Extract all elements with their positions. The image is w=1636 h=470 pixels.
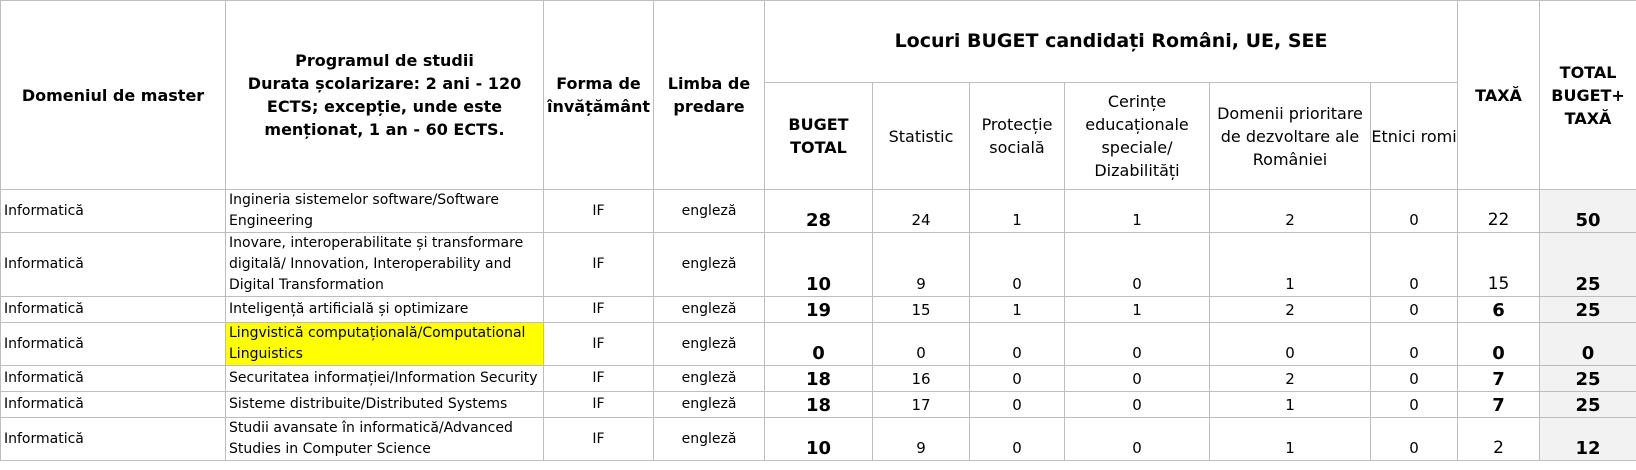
cell-domeniu: Informatică: [1, 323, 226, 366]
cell-cerinte: 0: [1065, 392, 1210, 418]
cell-cerinte: 0: [1065, 366, 1210, 392]
header-protectie: Protecție socială: [970, 83, 1065, 190]
cell-etnici: 0: [1371, 190, 1458, 233]
cell-program: Studii avansate în informatică/Advanced Studies in Computer Science: [226, 418, 544, 461]
cell-buget-total: 28: [765, 190, 873, 233]
header-limba: Limba de predare: [654, 1, 765, 190]
cell-forma: IF: [544, 190, 654, 233]
cell-forma: IF: [544, 323, 654, 366]
header-etnici: Etnici romi: [1371, 83, 1458, 190]
table-row: [1, 366, 1636, 392]
cell-limba: engleză: [654, 323, 765, 366]
header-buget-total: BUGET TOTAL: [765, 83, 873, 190]
table-row: [1, 190, 1636, 233]
cell-total: 50: [1540, 190, 1636, 233]
cell-statistic: 9: [873, 233, 970, 297]
cell-cerinte: 0: [1065, 233, 1210, 297]
cell-etnici: 0: [1371, 366, 1458, 392]
table-row: [1, 392, 1636, 418]
cell-total: 12: [1540, 418, 1636, 461]
cell-protectie: 0: [970, 323, 1065, 366]
cell-total: 25: [1540, 297, 1636, 323]
cell-taxa: 2: [1458, 418, 1540, 461]
cell-prioritare: 1: [1210, 392, 1371, 418]
cell-domeniu: Informatică: [1, 418, 226, 461]
header-program: [226, 1, 544, 190]
header-program-title: Programul de studii: [295, 51, 474, 70]
cell-program: Inovare, interoperabilitate și transformare digitală/ Innovation, Interoperability and Digital Transformation: [226, 233, 544, 297]
cell-etnici: 0: [1371, 233, 1458, 297]
cell-program: Inteligență artificială și optimizare: [226, 297, 544, 323]
cell-domeniu: Informatică: [1, 366, 226, 392]
cell-taxa: 22: [1458, 190, 1540, 233]
cell-limba: engleză: [654, 190, 765, 233]
header-taxa: TAXĂ: [1458, 1, 1540, 190]
cell-statistic: 17: [873, 392, 970, 418]
cell-total: 25: [1540, 233, 1636, 297]
cell-limba: engleză: [654, 392, 765, 418]
cell-protectie: 0: [970, 233, 1065, 297]
cell-taxa: 7: [1458, 366, 1540, 392]
cell-statistic: 24: [873, 190, 970, 233]
header-forma: Forma de învățământ: [544, 1, 654, 190]
cell-etnici: 0: [1371, 323, 1458, 366]
header-cerinte: Cerințe educaționale speciale/ Dizabilități: [1065, 83, 1210, 190]
cell-cerinte: 0: [1065, 323, 1210, 366]
header-domeniu: Domeniul de master: [1, 1, 226, 190]
cell-domeniu: Informatică: [1, 297, 226, 323]
cell-limba: engleză: [654, 297, 765, 323]
cell-prioritare: 0: [1210, 323, 1371, 366]
cell-protectie: 0: [970, 392, 1065, 418]
table-row: [1, 323, 1636, 366]
cell-statistic: 0: [873, 323, 970, 366]
cell-total: 0: [1540, 323, 1636, 366]
header-domenii-prioritare: Domenii prioritare de dezvoltare ale României: [1210, 83, 1371, 190]
cell-limba: engleză: [654, 366, 765, 392]
cell-program: Securitatea informației/Information Security: [226, 366, 544, 392]
header-statistic: Statistic: [873, 83, 970, 190]
cell-statistic: 15: [873, 297, 970, 323]
cell-taxa: 15: [1458, 233, 1540, 297]
cell-domeniu: Informatică: [1, 392, 226, 418]
table-row: [1, 297, 1636, 323]
cell-total: 25: [1540, 366, 1636, 392]
cell-protectie: 0: [970, 366, 1065, 392]
cell-forma: IF: [544, 233, 654, 297]
table-row: [1, 418, 1636, 461]
cell-etnici: 0: [1371, 392, 1458, 418]
cell-cerinte: 0: [1065, 418, 1210, 461]
header-total: TOTAL BUGET+ TAXĂ: [1540, 1, 1636, 190]
cell-buget-total: 19: [765, 297, 873, 323]
cell-limba: engleză: [654, 233, 765, 297]
cell-taxa: 7: [1458, 392, 1540, 418]
cell-forma: IF: [544, 418, 654, 461]
cell-prioritare: 1: [1210, 233, 1371, 297]
cell-total: 25: [1540, 392, 1636, 418]
cell-statistic: 16: [873, 366, 970, 392]
cell-forma: IF: [544, 366, 654, 392]
cell-prioritare: 2: [1210, 190, 1371, 233]
cell-program: Sisteme distribuite/Distributed Systems: [226, 392, 544, 418]
cell-program: Ingineria sistemelor software/Software Engineering: [226, 190, 544, 233]
cell-cerinte: 1: [1065, 190, 1210, 233]
cell-statistic: 9: [873, 418, 970, 461]
header-program-duration: Durata școlarizare: 2 ani - 120 ECTS; excepție, unde este menționat, 1 an - 60 ECTS.: [247, 74, 522, 139]
cell-cerinte: 1: [1065, 297, 1210, 323]
cell-prioritare: 2: [1210, 366, 1371, 392]
cell-taxa: 0: [1458, 323, 1540, 366]
cell-program-highlighted: Lingvistică computațională/Computational Linguistics: [226, 323, 544, 366]
cell-buget-total: 10: [765, 233, 873, 297]
cell-domeniu: Informatică: [1, 190, 226, 233]
cell-limba: engleză: [654, 418, 765, 461]
cell-prioritare: 1: [1210, 418, 1371, 461]
cell-buget-total: 18: [765, 392, 873, 418]
cell-etnici: 0: [1371, 297, 1458, 323]
cell-buget-total: 0: [765, 323, 873, 366]
cell-domeniu: Informatică: [1, 233, 226, 297]
cell-buget-total: 10: [765, 418, 873, 461]
header-buget-group: Locuri BUGET candidați Români, UE, SEE: [765, 1, 1458, 83]
cell-protectie: 1: [970, 190, 1065, 233]
cell-forma: IF: [544, 297, 654, 323]
cell-prioritare: 2: [1210, 297, 1371, 323]
cell-buget-total: 18: [765, 366, 873, 392]
table-row: [1, 233, 1636, 297]
cell-forma: IF: [544, 392, 654, 418]
cell-taxa: 6: [1458, 297, 1540, 323]
cell-protectie: 1: [970, 297, 1065, 323]
cell-etnici: 0: [1371, 418, 1458, 461]
cell-protectie: 0: [970, 418, 1065, 461]
header-row-top: [1, 1, 1636, 83]
